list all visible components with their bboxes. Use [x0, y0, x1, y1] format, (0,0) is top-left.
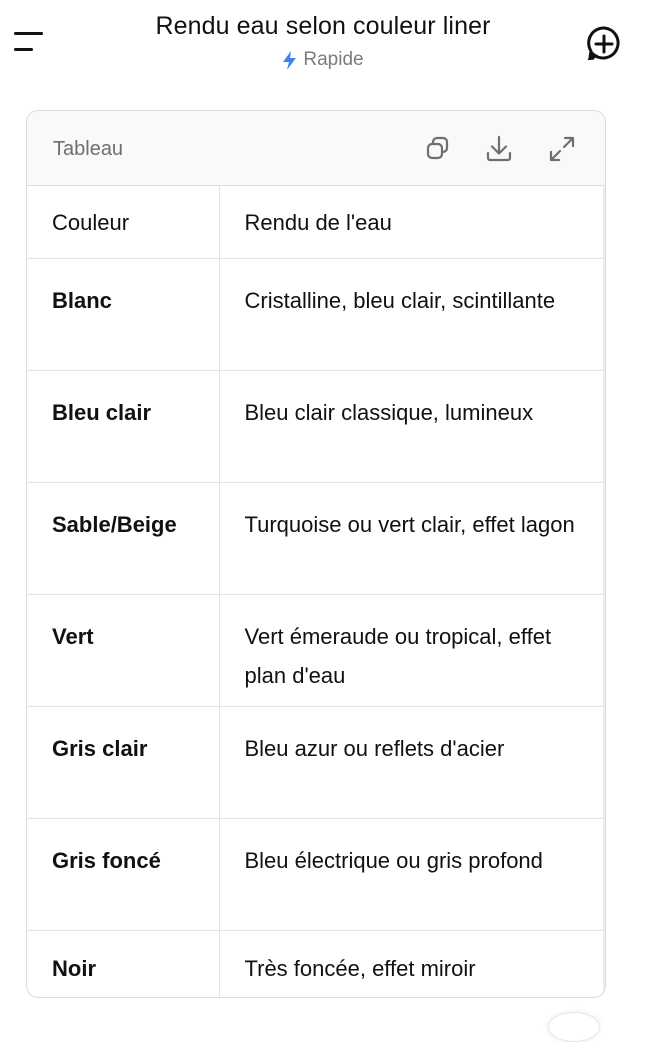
color-cell: Gris foncé	[27, 818, 219, 930]
color-cell: Noir	[27, 930, 219, 998]
color-cell: Bleu clair	[27, 370, 219, 482]
menu-icon	[14, 32, 43, 35]
water-rendering-cell: Bleu clair classique, lumineux	[219, 370, 603, 482]
scroll-down-button[interactable]	[548, 1012, 600, 1042]
water-rendering-cell: Bleu électrique ou gris profond	[219, 818, 603, 930]
model-label: Rapide	[303, 49, 364, 70]
color-cell: Gris clair	[27, 706, 219, 818]
table-toolbar	[27, 111, 606, 186]
conversation-title: Rendu eau selon couleur liner	[155, 12, 491, 40]
table-row	[27, 706, 603, 818]
expand-icon	[546, 133, 578, 165]
table-label: Tableau	[53, 138, 124, 160]
water-rendering-cell: Turquoise ou vert clair, effet lagon	[219, 482, 603, 594]
table-row	[27, 482, 603, 594]
color-cell: Vert	[27, 594, 219, 706]
table-row	[27, 818, 603, 930]
copy-button[interactable]	[422, 133, 454, 165]
water-rendering-cell: Vert émeraude ou tropical, effet plan d'eau	[219, 594, 603, 706]
download-icon	[483, 133, 515, 165]
table-card	[26, 110, 606, 998]
table-row	[27, 594, 603, 706]
new-chat-icon	[584, 24, 624, 64]
new-chat-button[interactable]	[584, 24, 624, 64]
water-rendering-cell: Bleu azur ou reflets d'acier	[219, 706, 603, 818]
table-header-row	[27, 186, 603, 258]
color-table	[27, 186, 603, 998]
copy-icon	[422, 133, 454, 165]
table-row	[27, 930, 603, 998]
table-scroll-area[interactable]	[27, 186, 606, 998]
table-row	[27, 258, 603, 370]
color-cell: Blanc	[27, 258, 219, 370]
table-row	[27, 370, 603, 482]
column-header-color: Couleur	[27, 186, 219, 258]
download-button[interactable]	[483, 133, 515, 165]
menu-button[interactable]	[12, 28, 46, 56]
menu-icon-line	[14, 48, 33, 51]
model-selector[interactable]	[100, 49, 546, 71]
conversation-header[interactable]	[100, 12, 546, 71]
water-rendering-cell: Cristalline, bleu clair, scintillante	[219, 258, 603, 370]
top-bar	[0, 0, 646, 90]
horizontal-overflow-edge	[603, 186, 606, 998]
column-header-water: Rendu de l'eau	[219, 186, 603, 258]
lightning-icon	[282, 51, 297, 70]
water-rendering-cell: Très foncée, effet miroir	[244, 955, 476, 981]
color-cell: Sable/Beige	[27, 482, 219, 594]
expand-button[interactable]	[546, 133, 578, 165]
